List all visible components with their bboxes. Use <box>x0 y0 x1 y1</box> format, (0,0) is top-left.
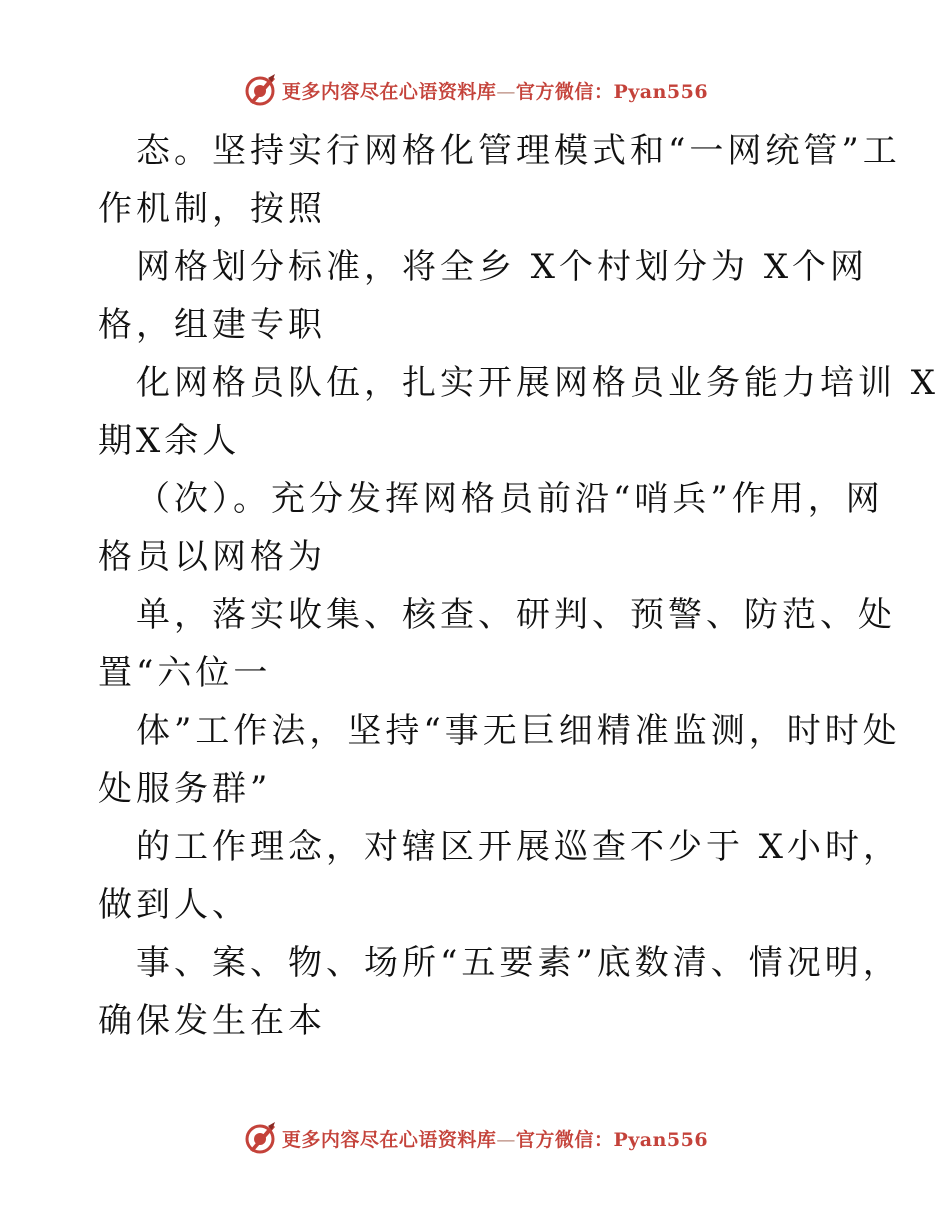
watermark-dash: — <box>496 1128 516 1151</box>
text-line: 体”工作法，坚持“事无巨细精准监测，时时处 <box>136 711 901 751</box>
watermark-wechat-id: Pyan556 <box>613 80 709 103</box>
watermark-wechat-id: Pyan556 <box>613 1128 709 1151</box>
text-line: 单，落实收集、核查、研判、预警、防范、处 <box>136 595 896 635</box>
quill-logo-icon <box>242 72 278 108</box>
text-line: 置“六位一 <box>98 653 272 693</box>
watermark-brand: 更多内容尽在心语资料库 <box>281 1128 497 1151</box>
watermark-separator: ： <box>593 80 614 103</box>
header-watermark <box>0 70 950 110</box>
text-line: 期X余人 <box>98 421 241 461</box>
watermark-separator: ： <box>593 1128 614 1151</box>
text-line: 态。坚持实行网格化管理模式和“一网统管”工 <box>136 131 901 171</box>
text-line: 格员以网格为 <box>98 537 326 577</box>
watermark-wechat-label: 官方微信 <box>515 80 594 103</box>
text-line: 确保发生在本 <box>98 1001 326 1041</box>
text-line: 处服务群” <box>98 769 272 809</box>
text-line: 网格划分标准，将全乡 X个村划分为 X个网 <box>136 247 869 287</box>
document-body <box>98 122 940 1050</box>
footer-watermark <box>0 1118 950 1158</box>
watermark-wechat-label: 官方微信 <box>515 1128 594 1151</box>
quill-logo-icon <box>242 1120 278 1156</box>
text-line: 做到人、 <box>98 885 250 925</box>
text-line: 的工作理念，对辖区开展巡查不少于 X小时， <box>136 827 902 867</box>
watermark-brand: 更多内容尽在心语资料库 <box>281 80 497 103</box>
watermark-dash: — <box>496 80 516 103</box>
text-line: 作机制，按照 <box>98 189 326 229</box>
text-line: 格，组建专职 <box>98 305 326 345</box>
text-line: （次）。充分发挥网格员前沿“哨兵”作用，网 <box>136 479 884 519</box>
text-line: 化网格员队伍，扎实开展网格员业务能力培训 X <box>136 363 940 403</box>
text-line: 事、案、物、场所“五要素”底数清、情况明， <box>136 943 901 983</box>
